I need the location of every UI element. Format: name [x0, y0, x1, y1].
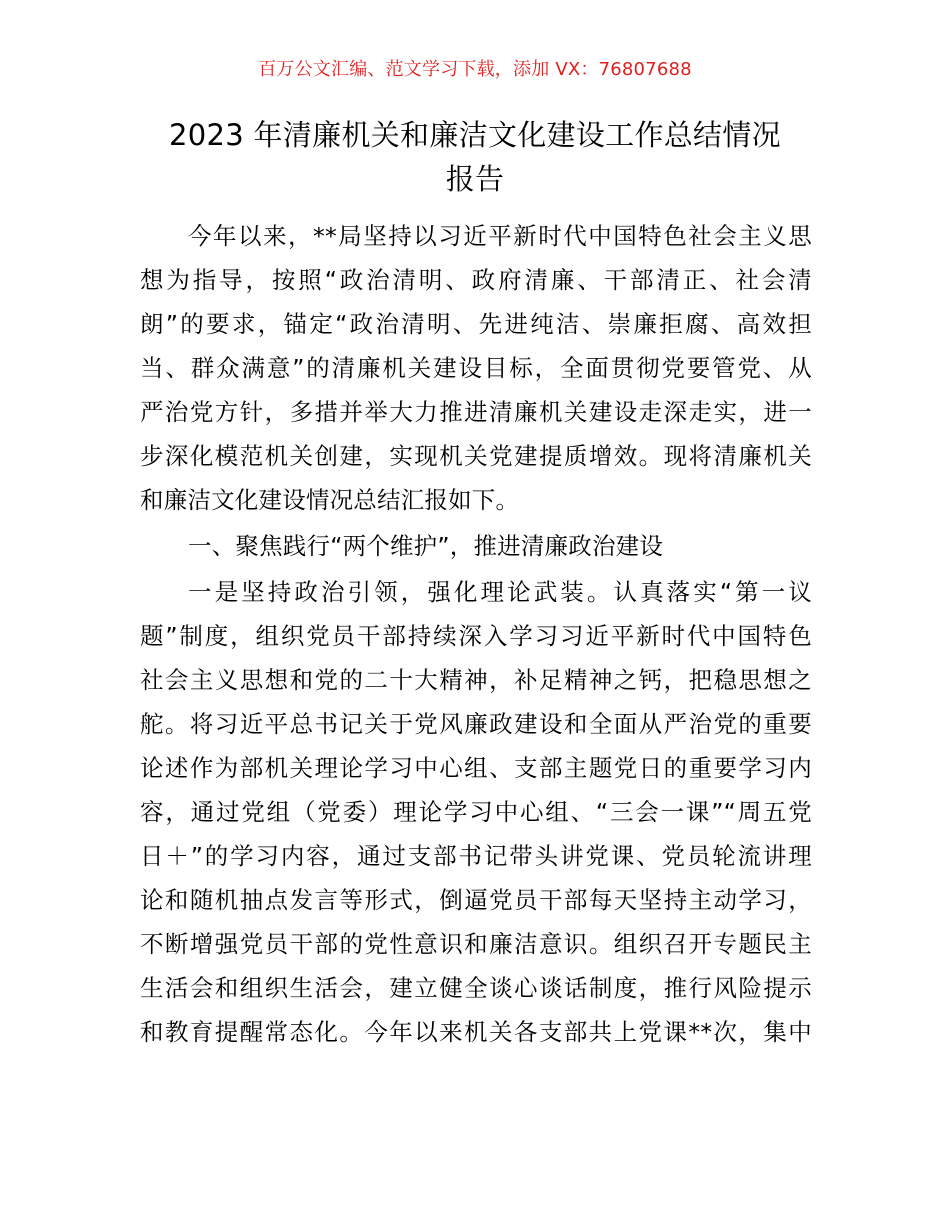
document-body [140, 214, 812, 1054]
text-line: 步深化模范机关创建，实现机关党建提质增效。现将清廉机关 [140, 442, 812, 470]
text-line: 当、群众满意”的清廉机关建设目标，全面贯彻党要管党、从 [140, 354, 812, 382]
text-line: 严治党方针，多措并举大力推进清廉机关建设走深走实，进一 [140, 398, 812, 426]
paragraph-political-guidance [140, 570, 812, 1054]
text-line: 论述作为部机关理论学习中心组、支部主题党日的重要学习内 [140, 754, 812, 782]
text-line: 和教育提醒常态化。今年以来机关各支部共上党课**次，集中 [140, 1018, 812, 1046]
text-line: 社会主义思想和党的二十大精神，补足精神之钙，把稳思想之 [140, 666, 812, 694]
text-line: 今年以来，**局坚持以习近平新时代中国特色社会主义思 [188, 222, 812, 250]
text-line: 想为指导，按照“政治清明、政府清廉、干部清正、社会清 [140, 266, 812, 294]
title-line-2: 报告 [445, 162, 505, 196]
text-line: 日＋”的学习内容，通过支部书记带头讲党课、党员轮流讲理 [140, 842, 812, 870]
text-line: 生活会和组织生活会，建立健全谈心谈话制度，推行风险提示 [140, 974, 812, 1002]
paragraph-intro [140, 214, 812, 522]
section-heading-1 [140, 524, 812, 568]
text-line: 和廉洁文化建设情况总结汇报如下。 [140, 486, 520, 514]
text-line: 容，通过党组（党委）理论学习中心组、“三会一课”“周五党 [140, 798, 812, 826]
text-line: 一、聚焦践行“两个维护”，推进清廉政治建设 [188, 532, 664, 560]
text-line: 舵。将习近平总书记关于党风廉政建设和全面从严治党的重要 [140, 710, 812, 738]
title-line-1: 2023 年清廉机关和廉洁文化建设工作总结情况 [169, 118, 781, 152]
text-line: 朗”的要求，锚定“政治清明、先进纯洁、崇廉拒腐、高效担 [140, 310, 812, 338]
text-line: 一是坚持政治引领，强化理论武装。认真落实“第一议 [188, 578, 812, 606]
watermark-banner: 百万公文汇编、范文学习下载，添加 VX：76807688 [258, 59, 692, 80]
text-line: 论和随机抽点发言等形式，倒逼党员干部每天坚持主动学习， [140, 886, 812, 914]
text-line: 题”制度，组织党员干部持续深入学习习近平新时代中国特色 [140, 622, 812, 650]
document-title [120, 113, 830, 201]
text-line: 不断增强党员干部的党性意识和廉洁意识。组织召开专题民主 [140, 930, 812, 958]
